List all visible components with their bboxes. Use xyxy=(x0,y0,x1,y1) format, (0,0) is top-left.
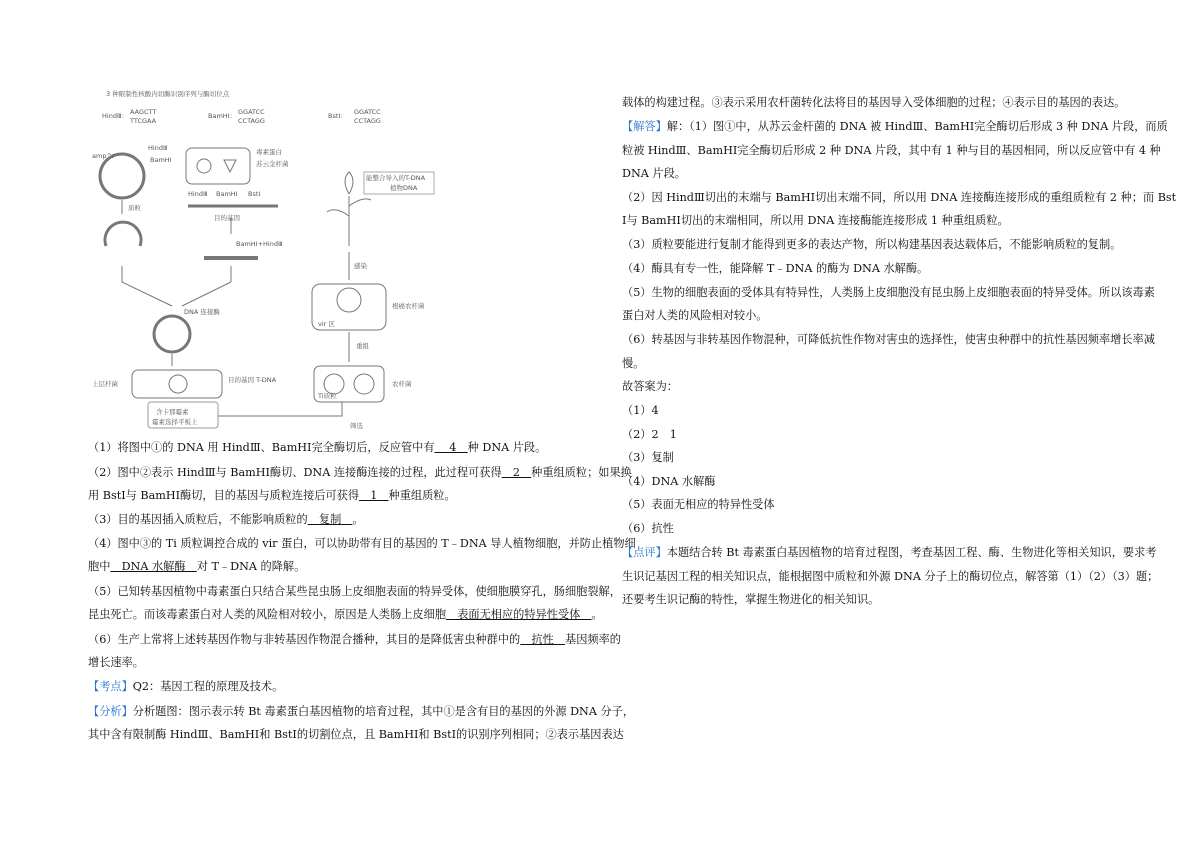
right-text-1: 载体的构建过程。③表示采用农杆菌转化法将目的基因导入受体细胞的过程；④表示目的基因的表达。 xyxy=(622,96,1126,109)
right-text-9: （5）生物的细胞表面的受体具有特异性，人类肠上皮细胞没有昆虫肠上皮细胞表面的特异受体。所以该毒素 xyxy=(622,286,1155,299)
recomb-label: 重组 xyxy=(356,342,369,350)
target-tdna-label: 目的基因 T-DNA xyxy=(228,376,277,384)
converge-lines xyxy=(122,266,231,306)
right-line-7 xyxy=(622,238,1121,252)
q4-text-b: 胞中 xyxy=(88,560,111,573)
agro-label: 农杆菌 xyxy=(392,380,412,388)
question-5-line-1 xyxy=(88,585,621,599)
q2-answer-blank-2: 1 xyxy=(359,489,389,502)
enzyme1-bottom: TTCGAA xyxy=(130,117,157,125)
agro-right-circle-2 xyxy=(354,374,374,394)
answer-5 xyxy=(622,498,775,512)
right-line-11 xyxy=(622,333,1155,347)
q4-text-c: 对 T﹣DNA 的降解。 xyxy=(196,560,306,573)
q6-text-b: 基因频率的 xyxy=(565,633,621,646)
q2-text-a: （2）图中②表示 HindⅢ与 BamHⅠ酶切、DNA 连接酶连接的过程，此过程可获得 xyxy=(88,466,502,479)
gene-engineering-diagram xyxy=(92,86,472,436)
right-text-12: 慢。 xyxy=(622,357,645,370)
fenxi-line-2 xyxy=(88,728,624,742)
agro-box-left-circle xyxy=(169,375,187,393)
right-line-5 xyxy=(622,191,1176,205)
answer-heading-text: 故答案为： xyxy=(622,380,678,393)
fenxi-tag: 【分析】 xyxy=(88,705,133,718)
hind3-label: HindⅢ xyxy=(148,144,168,152)
enzyme2-bottom: CCTAGG xyxy=(238,117,265,125)
cut-plasmid-arc xyxy=(105,222,141,246)
question-2-line-2 xyxy=(88,489,456,503)
question-4-line-2 xyxy=(88,560,305,574)
right-text-6: Ⅰ与 BamHⅠ切出的末端相同，所以用 DNA 连接酶能连接形成 1 种重组质粒。 xyxy=(622,214,1009,227)
right-text-5: （2）因 HindⅢ切出的末端与 BamHⅠ切出末端不同，所以用 DNA 连接酶连接形成的重组质粒有 2 种；而 Bst xyxy=(622,191,1177,204)
dianping-line xyxy=(622,546,1156,560)
q3-answer-blank: 复制 xyxy=(307,513,353,526)
enzyme1-top: AAGCTT xyxy=(130,108,157,116)
bacterium-dna-circle xyxy=(197,159,211,173)
medium-label: 含卡那霉素 xyxy=(156,408,189,416)
right-text-4: DNA 片段。 xyxy=(622,167,686,180)
target-gene-label: 目的基因 xyxy=(214,214,240,222)
enzyme1-label: HindⅢ： xyxy=(102,112,128,120)
right-line-16 xyxy=(622,593,879,607)
question-5-line-2 xyxy=(88,608,603,622)
kaodian-text: Q2：基因工程的原理及技术。 xyxy=(132,680,284,693)
question-3 xyxy=(88,513,364,527)
question-4-line-1 xyxy=(88,537,636,551)
bamh-hind-step-label: BamHⅠ+HindⅢ xyxy=(236,240,283,248)
right-text-11: （6）转基因与非转基因作物混种，可降低抗性作物对害虫的选择性，使害虫种群中的抗性基因频率增长率减 xyxy=(622,333,1155,346)
plant-cell-inner xyxy=(337,288,361,312)
right-line-6 xyxy=(622,214,1009,228)
q3-text-a: （3）目的基因插入质粒后，不能影响质粒的 xyxy=(88,513,308,526)
right-line-10 xyxy=(622,309,767,323)
q5-text-b: 昆虫死亡。而该毒素蛋白对人类的风险相对较小，原因是人类肠上皮细胞 xyxy=(88,608,447,621)
agro-cell-label: 根癌农杆菌 xyxy=(392,302,425,310)
right-text-8: （4）酶具有专一性，能降解 T﹣DNA 的酶为 DNA 水解酶。 xyxy=(622,262,929,275)
ti-plasmid-desc-label: 能整合导入的T-DNA xyxy=(366,174,426,182)
answer-3-text: （3）复制 xyxy=(622,451,674,464)
answer-6-text: （6）抗性 xyxy=(622,522,674,535)
kaodian-line xyxy=(88,680,283,694)
jieda-tag: 【解答】 xyxy=(622,120,667,133)
suyunjin-label: 苏云金杆菌 xyxy=(256,160,289,168)
answer-6 xyxy=(622,522,674,536)
enzyme2-top: GGATCC xyxy=(238,108,265,116)
q4-answer-blank: DNA 水解酶 xyxy=(110,560,197,573)
question-2-line-1 xyxy=(88,466,632,480)
q2-text-b: 种重组质粒；如果换 xyxy=(531,466,632,479)
right-line-1 xyxy=(622,96,1125,110)
bottom-connector xyxy=(218,402,342,416)
dna-ligase-label: DNA 连接酶 xyxy=(184,308,220,316)
enzyme3-label: BstⅠ： xyxy=(328,112,347,120)
q4-text-a: （4）图中③的 Ti 质粒调控合成的 vir 蛋白，可以协助带有目的基因的 T﹣DNA 导人植物细胞，并防止植物细 xyxy=(88,537,636,550)
right-text-7: （3）质粒要能进行复制才能得到更多的表达产物，所以构建基因表达载体后，不能影响质粒的复制。 xyxy=(622,238,1122,251)
medium2-label: 霉素选择平板上 xyxy=(152,418,198,426)
bst1-label: BstⅠ xyxy=(248,190,261,198)
q3-text-b: 。 xyxy=(352,513,364,526)
q6-text-c: 增长速率。 xyxy=(88,656,144,669)
right-text-2: 解：（1）图①中，从苏云金杆菌的 DNA 被 HindⅢ、BamHⅠ完全酶切后形成 3 种 DNA 片段，而质 xyxy=(666,120,1168,133)
transform-label: 感染 xyxy=(354,262,367,270)
right-text-15: 生识记基因工程的相关知识点，能根据图中质粒和外源 DNA 分子上的酶切位点，解答第（1）（2）（3）题； xyxy=(622,570,1159,583)
q1-text-b: 种 DNA 片段。 xyxy=(467,441,547,454)
figure-title: 3 种限制性核酸内切酶识别序列与酶切位点 xyxy=(106,90,230,98)
answer-2 xyxy=(622,428,677,442)
recombinant-plasmid xyxy=(154,316,190,352)
q1-answer-blank: 4 xyxy=(434,441,468,454)
answer-1-text: （1）4 xyxy=(622,404,659,417)
ti-label: Ti质粒 xyxy=(318,392,337,400)
question-1 xyxy=(88,441,546,455)
right-line-12 xyxy=(622,357,644,371)
kaodian-tag: 【考点】 xyxy=(88,680,133,693)
q2-answer-blank-1: 2 xyxy=(501,466,532,479)
agro-box-left xyxy=(132,370,222,398)
q6-answer-blank: 抗性 xyxy=(520,633,566,646)
fenxi-line-1 xyxy=(88,705,634,719)
vir-label: vir 区 xyxy=(318,320,335,328)
bamh1-b-label: BamHⅠ xyxy=(216,190,238,198)
answer-1 xyxy=(622,404,659,418)
answer-3 xyxy=(622,451,674,465)
plant-dna-label: 植物DNA xyxy=(390,184,418,192)
right-line-9 xyxy=(622,286,1155,300)
toxin-protein-label: 毒素蛋白 xyxy=(256,148,282,156)
toxin-protein-shape xyxy=(224,160,236,172)
dianping-tag: 【点评】 xyxy=(622,546,667,559)
right-text-14: 本题结合转 Bt 毒素蛋白基因植物的培育过程图，考查基因工程、酶、生物进化等相关知识，要求考 xyxy=(666,546,1157,559)
answer-heading xyxy=(622,380,678,394)
answer-4 xyxy=(622,475,715,489)
question-6-line-2 xyxy=(88,656,144,670)
upper-label: 上层杆菌 xyxy=(92,380,118,388)
bamh1-label: BamHⅠ xyxy=(150,156,172,164)
question-6-line-1 xyxy=(88,633,621,647)
fenxi-text-1: 分析题图：图示表示转 Bt 毒素蛋白基因植物的培育过程，其中①是含有目的基因的外源 DNA 分子， xyxy=(132,705,635,718)
q6-text-a: （6）生产上常将上述转基因作物与非转基因作物混合播种，其目的是降低害虫种群中的 xyxy=(88,633,521,646)
right-line-4 xyxy=(622,167,686,181)
q5-text-a: （5）已知转基因植物中毒素蛋白只结合某些昆虫肠上皮细胞表面的特异受体，使细胞膜穿孔，肠细胞裂解， xyxy=(88,585,621,598)
q2-text-d: 种重组质粒。 xyxy=(388,489,456,502)
plasmid-label: amp^r xyxy=(92,152,115,160)
enzyme3-bottom: CCTAGG xyxy=(354,117,381,125)
agro-right-circle-1 xyxy=(324,374,344,394)
right-text-3: 粒被 HindⅢ、BamHⅠ完全酶切后形成 2 种 DNA 片段，其中有 1 种与目的基因相同，所以反应管中有 4 种 xyxy=(622,144,1161,157)
zhili-label: 质粒 xyxy=(128,204,141,212)
answer-4-text: （4）DNA 水解酶 xyxy=(622,475,716,488)
select-label: 筛选 xyxy=(350,422,363,430)
hind3-b-label: HindⅢ xyxy=(188,190,208,198)
right-line-8 xyxy=(622,262,928,276)
enzyme2-label: BamHⅠ： xyxy=(208,112,237,120)
right-line-15 xyxy=(622,570,1158,584)
enzyme3-top: GGATCC xyxy=(354,108,381,116)
right-text-10: 蛋白对人类的风险相对较小。 xyxy=(622,309,768,322)
plasmid-circle xyxy=(100,154,144,198)
q1-text-a: （1）将图中①的 DNA 用 HindⅢ、BamHⅠ完全酶切后，反应管中有 xyxy=(88,441,435,454)
q2-text-c: 用 BstⅠ与 BamHⅠ酶切，目的基因与质粒连接后可获得 xyxy=(88,489,360,502)
right-text-16: 还要考生识记酶的特性，掌握生物进化的相关知识。 xyxy=(622,593,880,606)
answer-5-text: （5）表面无相应的特异性受体 xyxy=(622,498,775,511)
jieda-line xyxy=(622,120,1168,134)
q5-text-c: 。 xyxy=(591,608,603,621)
fenxi-text-2: 其中含有限制酶 HindⅢ、BamHⅠ和 BstⅠ的切割位点，且 BamHⅠ和 BstⅠ的识别序列相同；②表示基因表达 xyxy=(88,728,624,741)
suyunjin-bacterium-box xyxy=(186,148,250,184)
answer-2-text: （2）2 1 xyxy=(622,428,677,441)
right-line-3 xyxy=(622,144,1161,158)
q5-answer-blank: 表面无相应的特异性受体 xyxy=(446,608,592,621)
